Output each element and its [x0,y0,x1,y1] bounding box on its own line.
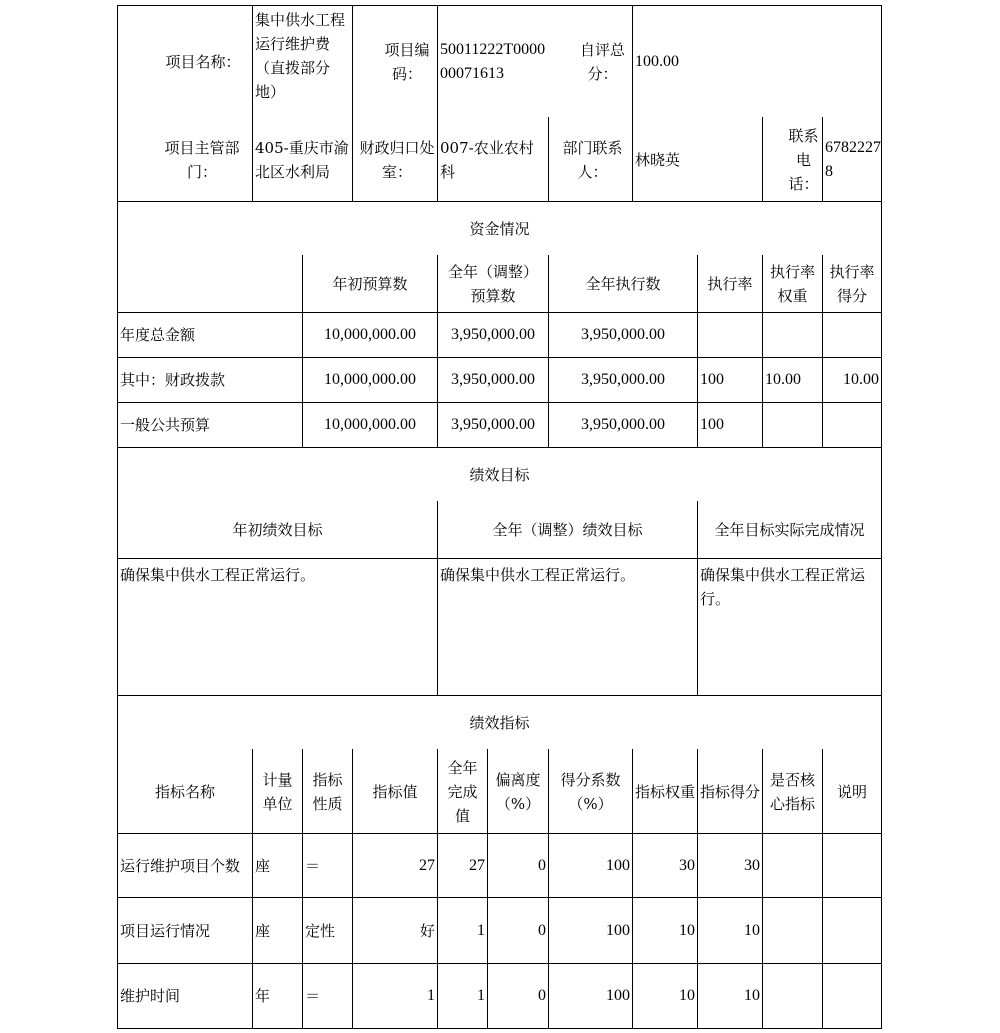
ind-row-nature: ＝ [305,987,321,1005]
border-bottom [117,1028,882,1029]
contact-value: 林晓英 [635,150,681,169]
indicators-section-title: 绩效指标 [469,713,530,732]
ind-row-deviation: 0 [538,856,546,874]
ind-row-score: 10 [744,987,760,1004]
ind-header-done: 全年完成值 [447,758,478,825]
ind-row-name: 维护时间 [120,987,181,1005]
project-code-label: 项目编码： [384,40,430,83]
ind-row-coef: 100 [606,987,630,1004]
ind-header-coef: 得分系数（%） [560,770,621,813]
funds-row-score [823,313,881,357]
ind-row-core [763,964,822,1028]
ind-row-unit: 座 [255,921,271,940]
ind-row-name: 项目运行情况 [120,921,211,940]
ind-header-weight: 指标权重 [634,782,695,801]
ind-header-nature: 指标性质 [312,770,343,813]
ind-row-value: 好 [419,921,435,940]
funds-row-rate: 100 [700,371,724,388]
funds-row-label: 其中：财政拨款 [120,371,226,389]
ind-row-weight: 30 [679,856,695,874]
ind-row-note [823,964,881,1028]
goals-section-title: 绩效目标 [469,465,530,484]
funds-row-rate: 100 [700,416,724,433]
ind-row-deviation: 0 [538,921,546,939]
dept-label: 项目主管部门： [164,138,240,181]
ind-row-name: 运行维护项目个数 [120,856,241,875]
goal-actual-text: 确保集中供水工程正常运行。 [700,566,866,608]
funds-row-executed: 3,950,000.00 [581,371,665,388]
border-right [881,5,882,1029]
finance-value: 007-农业农村科 [440,138,534,181]
ind-row-unit: 座 [255,856,271,875]
funds-row-executed: 3,950,000.00 [581,416,665,433]
finance-label: 财政归口处室： [359,138,435,181]
project-name-label: 项目名称： [165,52,241,71]
funds-row-weight [763,313,822,357]
funds-header-rate: 执行率 [707,275,753,293]
project-code-value: 50011222T000000071613 [440,41,546,82]
ind-row-nature: ＝ [305,856,321,875]
ind-row-coef: 100 [606,856,630,874]
ind-header-core: 是否核心指标 [769,770,815,813]
funds-row-adjusted: 3,950,000.00 [451,326,535,343]
funds-header-weight: 执行率权重 [769,263,815,305]
self-score-label: 自评总分： [579,40,625,83]
funds-row-initial: 10,000,000.00 [324,371,416,388]
goals-header-initial: 年初绩效目标 [232,521,323,539]
ind-header-deviation: 偏离度（%） [495,770,541,813]
ind-row-done: 1 [477,921,485,939]
funds-row-adjusted: 3,950,000.00 [451,416,535,433]
ind-row-core [763,898,822,963]
funds-row-score: 10.00 [843,371,879,388]
ind-row-weight: 10 [679,921,695,939]
ind-row-core [763,834,822,897]
ind-header-name: 指标名称 [154,782,215,801]
ind-row-done: 1 [477,987,485,1004]
funds-row-label: 年度总金额 [120,326,196,344]
ind-row-coef: 100 [606,921,630,939]
funds-row-score [823,403,881,447]
project-name-value: 集中供水工程运行维护费（直拨部分地） [255,11,346,101]
phone-label: 联系电话： [788,126,819,193]
ind-row-unit: 年 [255,987,271,1005]
ind-row-value: 1 [427,987,435,1004]
ind-row-note [823,834,881,897]
ind-header-unit: 计量单位 [262,770,293,813]
dept-value: 405-重庆市渝北区水利局 [255,138,349,181]
funds-row-weight: 10.00 [765,371,801,388]
ind-row-weight: 10 [679,987,695,1004]
self-score-value: 100.00 [635,52,679,70]
funds-header-score: 执行率得分 [829,263,875,305]
funds-row-weight [763,403,822,447]
funds-row-initial: 10,000,000.00 [324,326,416,343]
goals-header-actual: 全年目标实际完成情况 [714,521,865,539]
ind-row-deviation: 0 [538,987,546,1004]
funds-header-executed: 全年执行数 [585,275,661,293]
ind-row-done: 27 [469,856,485,874]
ind-header-note: 说明 [836,782,867,801]
ind-row-nature: 定性 [305,921,336,940]
contact-label: 部门联系人： [562,138,623,181]
funds-row-rate [698,313,762,357]
ind-row-score: 30 [744,856,760,874]
funds-row-label: 一般公共预算 [120,416,211,434]
funds-header-adjusted: 全年（调整）预算数 [447,263,538,305]
funds-row-adjusted: 3,950,000.00 [451,371,535,388]
ind-header-value: 指标值 [372,782,418,801]
ind-row-score: 10 [744,921,760,939]
ind-row-note [823,898,881,963]
goal-adjusted-text: 确保集中供水工程正常运行。 [440,566,636,584]
phone-value: 67822278 [825,138,881,180]
funds-row-executed: 3,950,000.00 [581,326,665,343]
funds-header-initial: 年初预算数 [332,275,408,293]
goal-initial-text: 确保集中供水工程正常运行。 [120,566,316,584]
funds-row-initial: 10,000,000.00 [324,416,416,433]
goals-header-adjusted: 全年（调整）绩效目标 [492,521,643,539]
funds-section-title: 资金情况 [469,219,530,238]
ind-row-value: 27 [419,856,435,874]
ind-header-score: 指标得分 [699,782,760,801]
